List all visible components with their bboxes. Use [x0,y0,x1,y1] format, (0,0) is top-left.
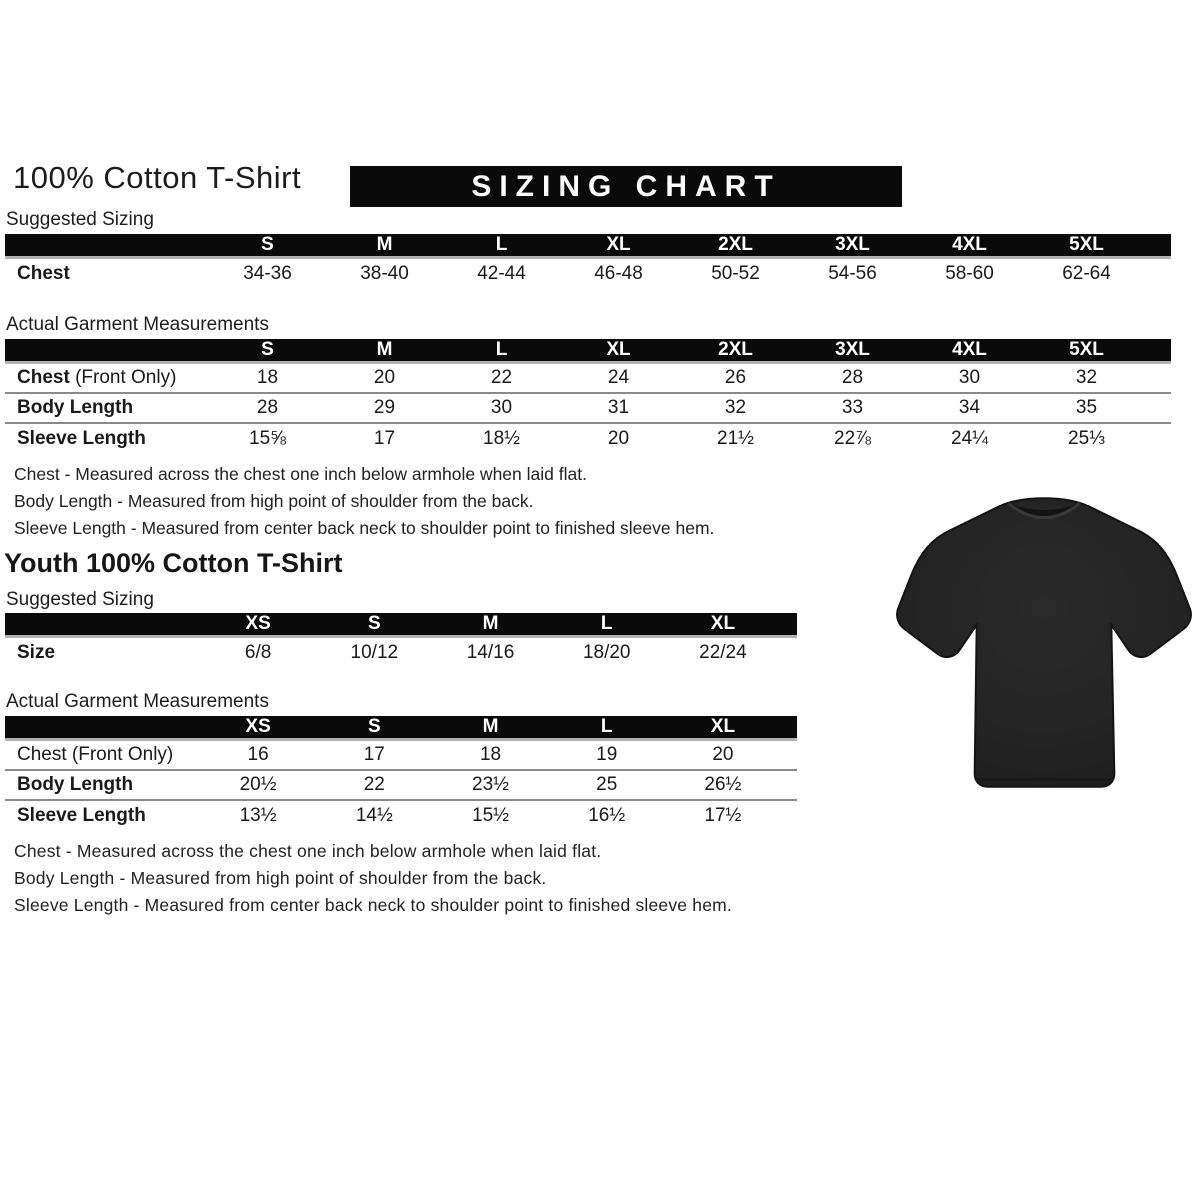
table-cell: 31 [607,397,630,418]
table-cell: XL [710,613,736,634]
table-cell: M [376,339,393,360]
youth-size-row [5,638,797,668]
row-label-chest: Chest [17,263,70,284]
table-cell: M [376,234,393,255]
table-cell: 20 [373,367,396,388]
table-cell: XL [710,716,736,737]
table-cell: S [261,234,274,255]
table-cell: 10/12 [350,642,399,663]
adult-sleeve-length-row [5,424,1171,454]
table-cell: 2XL [718,234,753,255]
table-cell: 18½ [483,428,520,449]
table-cell: 4XL [952,234,987,255]
table-cell: 33 [841,397,864,418]
table-cell: 32 [724,397,747,418]
sizing-chart-banner: SIZING CHART [350,166,902,207]
adult-suggested-sizing-label: Suggested Sizing [6,209,154,230]
size-header-cells [209,339,1145,361]
table-cell: 50-52 [711,263,760,284]
table-cell: L [495,234,508,255]
youth-size-cells [200,642,781,664]
adult-body-length-row [5,394,1171,424]
table-cell: 3XL [835,339,870,360]
size-header-cells [200,613,781,635]
table-cell: M [482,716,499,737]
table-cell: XS [245,613,271,634]
table-cell: 13½ [239,805,277,826]
black-tshirt-photo [891,486,1197,804]
adult-suggested-sizing-table [5,234,1171,289]
youth-suggested-sizing-label: Suggested Sizing [6,589,154,610]
adult-garment-header-row [5,339,1171,364]
table-cell: 20½ [239,774,277,795]
size-header-cells [200,716,781,738]
tshirt-image [891,486,1197,804]
adult-suggested-header-row [5,234,1171,259]
table-cell: 18 [479,744,502,765]
table-cell: XS [245,716,271,737]
table-cell: S [261,339,274,360]
table-cell: 17 [373,428,396,449]
table-cell: 19 [596,744,618,765]
table-cell: 16 [247,744,269,765]
table-cell: 28 [256,397,279,418]
adult-chest-range-row [5,259,1171,289]
row-label-body-length: Body Length [17,397,134,418]
adult-chest-row [5,364,1171,394]
row-label-body-length: Body Length [17,774,134,795]
row-label-size: Size [17,642,56,663]
adult-measurement-notes [14,461,714,542]
note-body-length: Body Length - Measured from high point of shoulder from the back. [14,491,534,511]
youth-sleeve-length-row [5,801,797,831]
table-cell: 22 [490,367,513,388]
table-cell: 25⅓ [1068,428,1105,449]
table-cell: L [495,339,508,360]
table-cell: 20 [607,428,630,449]
table-cell: 34-36 [243,263,292,284]
table-cell: 62-64 [1062,263,1111,284]
table-cell: 16½ [588,805,626,826]
table-cell: 38-40 [360,263,409,284]
page-title: 100% Cotton T-Shirt [13,160,302,195]
table-cell: L [600,716,613,737]
table-cell: 18 [256,367,279,388]
table-cell: 54-56 [828,263,877,284]
table-cell: 3XL [835,234,870,255]
table-cell: 14½ [355,805,393,826]
row-label-chest-front-only: Chest (Front Only) [17,367,177,388]
table-cell: 23½ [472,774,509,795]
adult-garment-measurements-table [5,339,1171,454]
table-cell: 5XL [1069,339,1104,360]
table-cell: S [367,716,381,737]
chest-cells [209,367,1145,389]
note-chest: Chest - Measured across the chest one inch below armhole when laid flat. [14,464,587,484]
table-cell: 42-44 [477,263,526,284]
table-cell: 29 [373,397,396,418]
table-cell: 21½ [717,428,754,449]
table-cell: 30 [958,367,981,388]
table-cell: 28 [841,367,864,388]
note-sleeve-length: Sleeve Length - Measured from center back neck to shoulder point to finished sleeve hem. [14,518,715,538]
table-cell: 30 [490,397,513,418]
table-cell: 26½ [704,774,742,795]
table-cell: 17 [363,744,385,765]
table-cell: 58-60 [945,263,994,284]
chest-range-cells [209,263,1145,285]
table-cell: 18/20 [582,642,631,663]
table-cell: 24¼ [951,428,988,449]
table-cell: 34 [958,397,981,418]
sleeve-length-cells [200,805,781,827]
youth-garment-measurements-table [5,716,797,831]
note-body-length: Body Length - Measured from high point of shoulder from the back. [14,868,547,888]
table-cell: 24 [607,367,630,388]
table-cell: 22⅞ [834,428,871,449]
table-cell: 15⅝ [249,428,286,449]
youth-suggested-header-row [5,613,797,638]
table-cell: 32 [1075,367,1098,388]
table-cell: 4XL [952,339,987,360]
chest-cells [200,744,781,766]
tshirt-body [897,498,1191,786]
body-length-cells [209,397,1145,419]
row-label-sleeve-length: Sleeve Length [17,805,146,826]
table-cell: 6/8 [244,642,272,663]
table-cell: 17½ [704,805,742,826]
table-cell: S [367,613,381,634]
youth-body-length-row [5,771,797,801]
table-cell: 26 [724,367,747,388]
row-label-sleeve-length: Sleeve Length [17,428,146,449]
table-cell: L [600,613,613,634]
table-cell: 14/16 [466,642,515,663]
table-cell: XL [606,234,631,255]
youth-garment-header-row [5,716,797,741]
table-cell: M [482,613,499,634]
youth-measurement-notes [14,838,732,919]
table-cell: 20 [712,744,734,765]
adult-garment-measurements-label: Actual Garment Measurements [6,314,269,335]
youth-garment-measurements-label: Actual Garment Measurements [6,691,269,712]
note-sleeve-length: Sleeve Length - Measured from center back neck to shoulder point to finished sleeve hem. [14,895,732,915]
youth-suggested-sizing-table [5,613,797,668]
table-cell: 46-48 [594,263,643,284]
table-cell: 2XL [718,339,753,360]
table-cell: XL [606,339,631,360]
table-cell: 22/24 [699,642,747,663]
youth-chest-row [5,741,797,771]
table-cell: 35 [1075,397,1098,418]
table-cell: 15½ [472,805,509,826]
table-cell: 25 [596,774,618,795]
row-label-chest-front-only: Chest (Front Only) [17,744,174,765]
table-cell: 5XL [1069,234,1104,255]
sleeve-length-cells [209,428,1145,450]
table-cell: 22 [363,774,385,795]
body-length-cells [200,774,781,796]
note-chest: Chest - Measured across the chest one inch below armhole when laid flat. [14,841,602,861]
youth-section-title: Youth 100% Cotton T-Shirt [4,548,343,578]
size-header-cells [209,234,1145,256]
